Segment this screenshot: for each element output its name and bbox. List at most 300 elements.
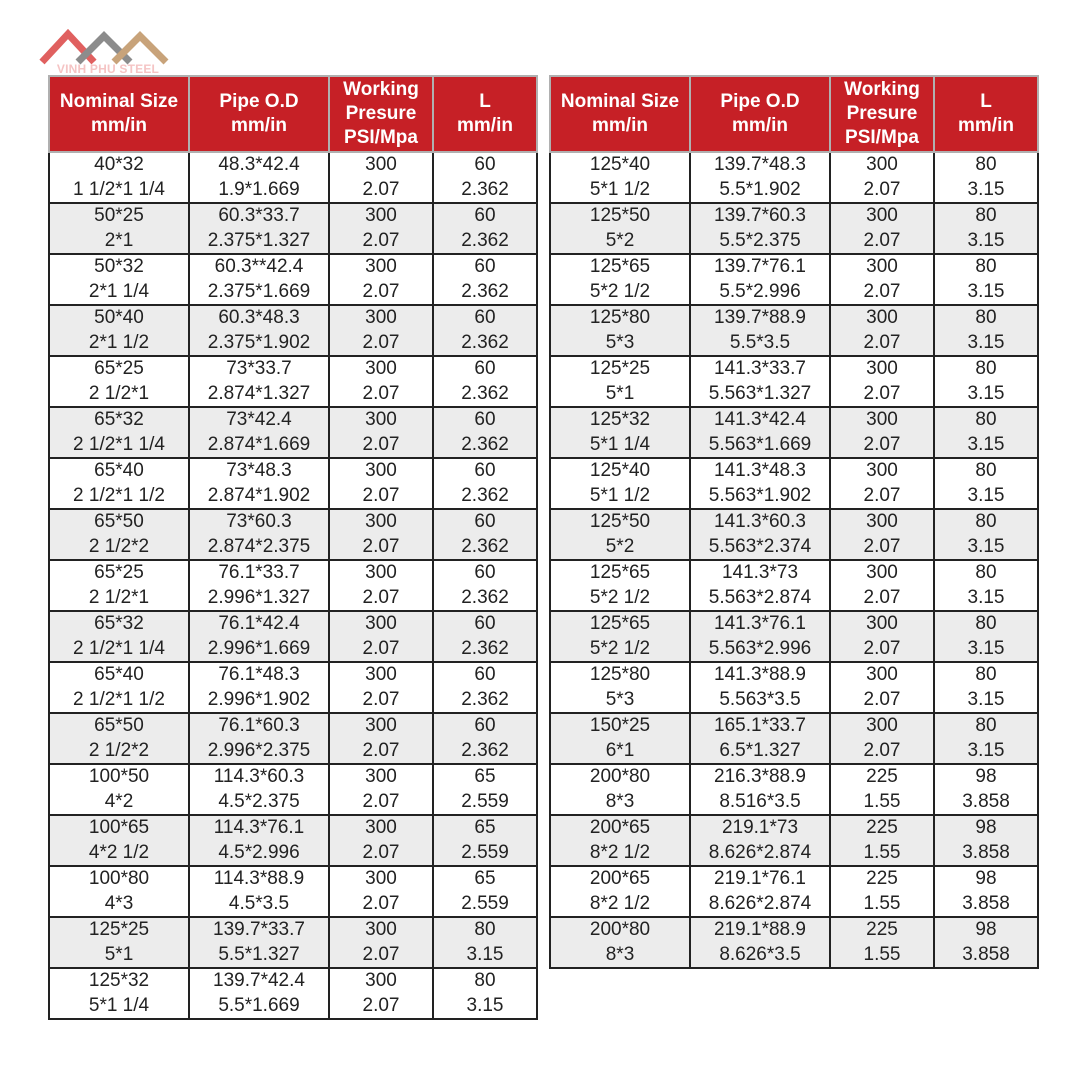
metric-value: 225 [866,817,898,838]
imperial-value: 2.362 [461,433,509,455]
table-row [550,458,1038,509]
cell-nominal-size [49,509,189,560]
imperial-value: 2 1/2*1 1/2 [73,688,165,710]
metric-value: 60 [474,358,496,379]
table-row [49,866,537,917]
cell-nominal-size [550,305,690,356]
imperial-value: 3.858 [962,892,1010,914]
metric-value: 114.3*60.3 [213,766,305,787]
cell-pipe-od [189,356,329,407]
metric-value: 300 [866,154,898,175]
metric-value: 65*40 [94,460,144,481]
cell-pipe-od [690,866,830,917]
cell-length [433,305,537,356]
cell-pipe-od [189,815,329,866]
cell-length [934,764,1038,815]
imperial-value: 2.362 [461,739,509,761]
imperial-value: 3.15 [466,943,504,965]
metric-value: 139.7*48.3 [714,154,806,175]
imperial-value: 2 1/2*1 [88,382,150,404]
metric-value: 60 [474,256,496,277]
metric-value: 65*50 [94,511,144,532]
imperial-value: 2 1/2*2 [88,535,150,557]
metric-value: 80 [975,256,997,277]
imperial-value: 5.563*2.874 [708,586,812,608]
metric-value: 300 [365,511,397,532]
imperial-value: 2.362 [461,331,509,353]
imperial-value: 4.5*3.5 [228,892,290,914]
imperial-value: 2.996*1.327 [207,586,311,608]
cell-nominal-size [550,713,690,764]
cell-length [433,509,537,560]
cell-working-pressure [830,458,934,509]
metric-value: 73*60.3 [226,511,292,532]
cell-length [433,866,537,917]
imperial-value: 5*2 [605,229,635,251]
metric-value: 219.1*88.9 [714,919,806,940]
cell-nominal-size [49,305,189,356]
imperial-value: 2.362 [461,178,509,200]
imperial-value: 5.5*2.996 [719,280,801,302]
imperial-value: 5.5*1.669 [218,994,300,1016]
metric-value: 73*48.3 [226,460,292,481]
metric-value: 300 [365,970,397,991]
cell-working-pressure [329,662,433,713]
cell-working-pressure [830,611,934,662]
metric-value: 300 [365,715,397,736]
table-row [49,203,537,254]
metric-value: 300 [866,562,898,583]
cell-nominal-size [550,458,690,509]
imperial-value: 5.563*2.374 [708,535,812,557]
imperial-value: 5.563*3.5 [719,688,801,710]
imperial-value: 5*1 1/2 [589,484,651,506]
cell-pipe-od [690,509,830,560]
cell-working-pressure [329,152,433,203]
cell-working-pressure [329,611,433,662]
imperial-value: 2.07 [362,790,400,812]
imperial-value: 4*2 [104,790,134,812]
imperial-value: 2.07 [863,331,901,353]
metric-value: 300 [866,205,898,226]
metric-value: 225 [866,868,898,889]
imperial-value: 3.15 [967,382,1005,404]
metric-value: 114.3*88.9 [213,868,305,889]
cell-pipe-od [690,356,830,407]
metric-value: 300 [365,664,397,685]
cell-working-pressure [329,560,433,611]
metric-value: 60 [474,511,496,532]
metric-value: 300 [866,664,898,685]
cell-nominal-size [550,254,690,305]
cell-pipe-od [189,662,329,713]
cell-pipe-od [189,407,329,458]
cell-length [934,458,1038,509]
metric-value: 219.1*73 [721,817,799,838]
imperial-value: 3.15 [967,535,1005,557]
cell-working-pressure [329,713,433,764]
cell-pipe-od [189,866,329,917]
imperial-value: 6*1 [605,739,635,761]
metric-value: 60 [474,460,496,481]
metric-value: 80 [975,613,997,634]
metric-value: 141.3*73 [721,562,799,583]
cell-length [934,407,1038,458]
cell-nominal-size [550,764,690,815]
imperial-value: 5*3 [605,688,635,710]
cell-working-pressure [329,407,433,458]
metric-value: 80 [474,970,496,991]
imperial-value: 2 1/2*1 1/2 [73,484,165,506]
header-row [550,76,1038,152]
metric-value: 300 [365,460,397,481]
metric-value: 300 [365,766,397,787]
table-row [49,815,537,866]
imperial-value: 2.362 [461,382,509,404]
metric-value: 60 [474,715,496,736]
cell-nominal-size [49,458,189,509]
metric-value: 65*32 [94,409,144,430]
metric-value: 76.1*48.3 [218,664,300,685]
table-row [49,152,537,203]
imperial-value: 5*2 1/2 [589,637,651,659]
imperial-value: 8.626*3.5 [719,943,801,965]
metric-value: 139.7*42.4 [213,970,305,991]
table-row [49,254,537,305]
imperial-value: 2.07 [362,841,400,863]
cell-length [433,407,537,458]
metric-value: 219.1*76.1 [714,868,806,889]
imperial-value: 2.07 [863,382,901,404]
cell-working-pressure [329,203,433,254]
imperial-value: 5*1 1/2 [589,178,651,200]
cell-working-pressure [830,560,934,611]
imperial-value: 8*3 [605,943,635,965]
cell-nominal-size [550,509,690,560]
metric-value: 125*32 [589,409,651,430]
imperial-value: 2.07 [362,484,400,506]
metric-value: 65*32 [94,613,144,634]
imperial-value: 5.5*1.327 [218,943,300,965]
cell-pipe-od [690,458,830,509]
cell-working-pressure [329,356,433,407]
imperial-value: 2.07 [863,637,901,659]
cell-length [934,305,1038,356]
imperial-value: 1 1/2*1 1/4 [73,178,165,200]
imperial-value: 2.996*1.669 [207,637,311,659]
cell-length [433,662,537,713]
imperial-value: 1.55 [863,841,901,863]
imperial-value: 2.07 [362,178,400,200]
cell-pipe-od [690,560,830,611]
imperial-value: 2.362 [461,688,509,710]
imperial-value: 2.07 [362,586,400,608]
metric-value: 76.1*33.7 [218,562,300,583]
imperial-value: 3.858 [962,790,1010,812]
cell-pipe-od [189,254,329,305]
metric-value: 125*65 [589,562,651,583]
metric-value: 60.3**42.4 [214,256,304,277]
cell-working-pressure [329,305,433,356]
imperial-value: 3.15 [967,688,1005,710]
metric-value: 139.7*88.9 [714,307,806,328]
spec-table-right [549,75,1039,969]
cell-nominal-size [49,254,189,305]
cell-nominal-size [49,407,189,458]
col-header-nominal-size: Nominal Size mm/in [550,76,690,152]
imperial-value: 3.15 [967,331,1005,353]
imperial-value: 4.5*2.996 [218,841,300,863]
cell-nominal-size [550,356,690,407]
cell-length [433,815,537,866]
imperial-value: 5.563*1.669 [708,433,812,455]
cell-nominal-size [49,356,189,407]
cell-pipe-od [189,713,329,764]
cell-pipe-od [189,458,329,509]
metric-value: 65 [474,817,496,838]
metric-value: 80 [975,562,997,583]
imperial-value: 2.07 [362,994,400,1016]
cell-pipe-od [690,254,830,305]
imperial-value: 4*2 1/2 [88,841,150,863]
cell-length [934,713,1038,764]
cell-length [934,152,1038,203]
metric-value: 50*40 [94,307,144,328]
cell-nominal-size [550,917,690,968]
cell-length [433,713,537,764]
metric-value: 125*50 [589,205,651,226]
table-row [49,458,537,509]
table-row [550,152,1038,203]
cell-length [934,611,1038,662]
metric-value: 125*25 [88,919,150,940]
table-row [49,509,537,560]
imperial-value: 2.07 [362,535,400,557]
metric-value: 139.7*60.3 [714,205,806,226]
metric-value: 65*50 [94,715,144,736]
imperial-value: 8.516*3.5 [719,790,801,812]
cell-pipe-od [690,917,830,968]
imperial-value: 1.55 [863,790,901,812]
metric-value: 125*80 [589,307,651,328]
metric-value: 300 [365,409,397,430]
metric-value: 150*25 [589,715,651,736]
cell-nominal-size [49,662,189,713]
imperial-value: 2 1/2*2 [88,739,150,761]
metric-value: 98 [975,868,997,889]
cell-pipe-od [189,917,329,968]
table-row [550,866,1038,917]
metric-value: 300 [866,256,898,277]
cell-nominal-size [49,815,189,866]
cell-nominal-size [550,152,690,203]
metric-value: 300 [365,613,397,634]
imperial-value: 2.874*1.327 [207,382,311,404]
cell-working-pressure [830,203,934,254]
cell-pipe-od [189,611,329,662]
metric-value: 125*65 [589,613,651,634]
metric-value: 125*40 [589,460,651,481]
imperial-value: 2.07 [863,229,901,251]
metric-value: 98 [975,817,997,838]
imperial-value: 8*2 1/2 [589,841,651,863]
table-row [550,560,1038,611]
imperial-value: 2.362 [461,535,509,557]
table-row [49,611,537,662]
imperial-value: 5*1 [605,382,635,404]
imperial-value: 2.362 [461,484,509,506]
imperial-value: 2.362 [461,586,509,608]
imperial-value: 2*1 1/4 [88,280,150,302]
metric-value: 200*80 [589,919,651,940]
cell-pipe-od [189,203,329,254]
cell-length [934,866,1038,917]
metric-value: 114.3*76.1 [213,817,305,838]
cell-length [934,662,1038,713]
metric-value: 225 [866,766,898,787]
cell-length [433,254,537,305]
table-row [550,407,1038,458]
col-header-pipe-od: Pipe O.D mm/in [690,76,830,152]
metric-value: 300 [365,817,397,838]
imperial-value: 2.07 [863,280,901,302]
cell-pipe-od [690,815,830,866]
imperial-value: 8*3 [605,790,635,812]
cell-length [433,203,537,254]
cell-pipe-od [690,305,830,356]
imperial-value: 2.07 [362,280,400,302]
metric-value: 300 [365,307,397,328]
imperial-value: 2*1 1/2 [88,331,150,353]
metric-value: 300 [365,256,397,277]
table-row [49,662,537,713]
metric-value: 60 [474,613,496,634]
metric-value: 50*25 [94,205,144,226]
metric-value: 65*25 [94,358,144,379]
cell-nominal-size [550,407,690,458]
metric-value: 60.3*33.7 [218,205,300,226]
metric-value: 60 [474,154,496,175]
imperial-value: 2.362 [461,637,509,659]
metric-value: 60 [474,664,496,685]
table-row [550,305,1038,356]
metric-value: 300 [866,460,898,481]
cell-length [433,356,537,407]
imperial-value: 2.375*1.327 [207,229,311,251]
metric-value: 125*40 [589,154,651,175]
imperial-value: 2.362 [461,280,509,302]
metric-value: 300 [365,868,397,889]
imperial-value: 3.15 [967,433,1005,455]
metric-value: 300 [365,919,397,940]
metric-value: 65*40 [94,664,144,685]
cell-working-pressure [830,407,934,458]
imperial-value: 5.5*2.375 [719,229,801,251]
imperial-value: 2.07 [863,535,901,557]
imperial-value: 3.15 [466,994,504,1016]
imperial-value: 2*1 [104,229,134,251]
imperial-value: 3.15 [967,637,1005,659]
imperial-value: 3.15 [967,586,1005,608]
table-row [49,407,537,458]
metric-value: 300 [866,358,898,379]
metric-value: 80 [975,409,997,430]
cell-length [433,968,537,1019]
cell-pipe-od [189,305,329,356]
imperial-value: 2.874*2.375 [207,535,311,557]
cell-working-pressure [329,509,433,560]
cell-working-pressure [329,458,433,509]
cell-pipe-od [189,968,329,1019]
imperial-value: 2.07 [863,586,901,608]
cell-nominal-size [49,611,189,662]
metric-value: 141.3*48.3 [714,460,806,481]
metric-value: 100*65 [88,817,150,838]
imperial-value: 2.07 [362,433,400,455]
imperial-value: 4*3 [104,892,134,914]
cell-working-pressure [329,968,433,1019]
col-header-nominal-size: Nominal Size mm/in [49,76,189,152]
imperial-value: 2.07 [863,484,901,506]
imperial-value: 2.07 [863,739,901,761]
metric-value: 100*50 [88,766,150,787]
table-row [49,305,537,356]
table-row [550,764,1038,815]
cell-nominal-size [49,917,189,968]
cell-working-pressure [830,662,934,713]
imperial-value: 1.55 [863,892,901,914]
metric-value: 80 [975,511,997,532]
imperial-value: 2.07 [863,688,901,710]
imperial-value: 2.996*2.375 [207,739,311,761]
cell-nominal-size [49,866,189,917]
metric-value: 60.3*48.3 [218,307,300,328]
metric-value: 73*33.7 [226,358,292,379]
imperial-value: 3.15 [967,280,1005,302]
imperial-value: 2.874*1.902 [207,484,311,506]
col-header-working-pressure: Working Presure PSI/Mpa [830,76,934,152]
metric-value: 76.1*42.4 [218,613,300,634]
cell-working-pressure [830,815,934,866]
cell-nominal-size [49,968,189,1019]
cell-working-pressure [830,152,934,203]
cell-working-pressure [830,356,934,407]
cell-pipe-od [189,560,329,611]
cell-working-pressure [830,866,934,917]
metric-value: 200*65 [589,868,651,889]
imperial-value: 2.362 [461,229,509,251]
cell-pipe-od [189,764,329,815]
cell-nominal-size [49,203,189,254]
metric-value: 40*32 [94,154,144,175]
imperial-value: 2.07 [362,943,400,965]
metric-value: 80 [975,307,997,328]
imperial-value: 2.07 [863,433,901,455]
metric-value: 125*80 [589,664,651,685]
metric-value: 125*25 [589,358,651,379]
imperial-value: 8.626*2.874 [708,841,812,863]
metric-value: 60 [474,307,496,328]
col-header-pipe-od: Pipe O.D mm/in [189,76,329,152]
metric-value: 125*32 [88,970,150,991]
cell-pipe-od [690,152,830,203]
cell-length [934,356,1038,407]
cell-nominal-size [550,560,690,611]
cell-working-pressure [830,509,934,560]
metric-value: 48.3*42.4 [218,154,300,175]
cell-length [934,560,1038,611]
imperial-value: 5*3 [605,331,635,353]
